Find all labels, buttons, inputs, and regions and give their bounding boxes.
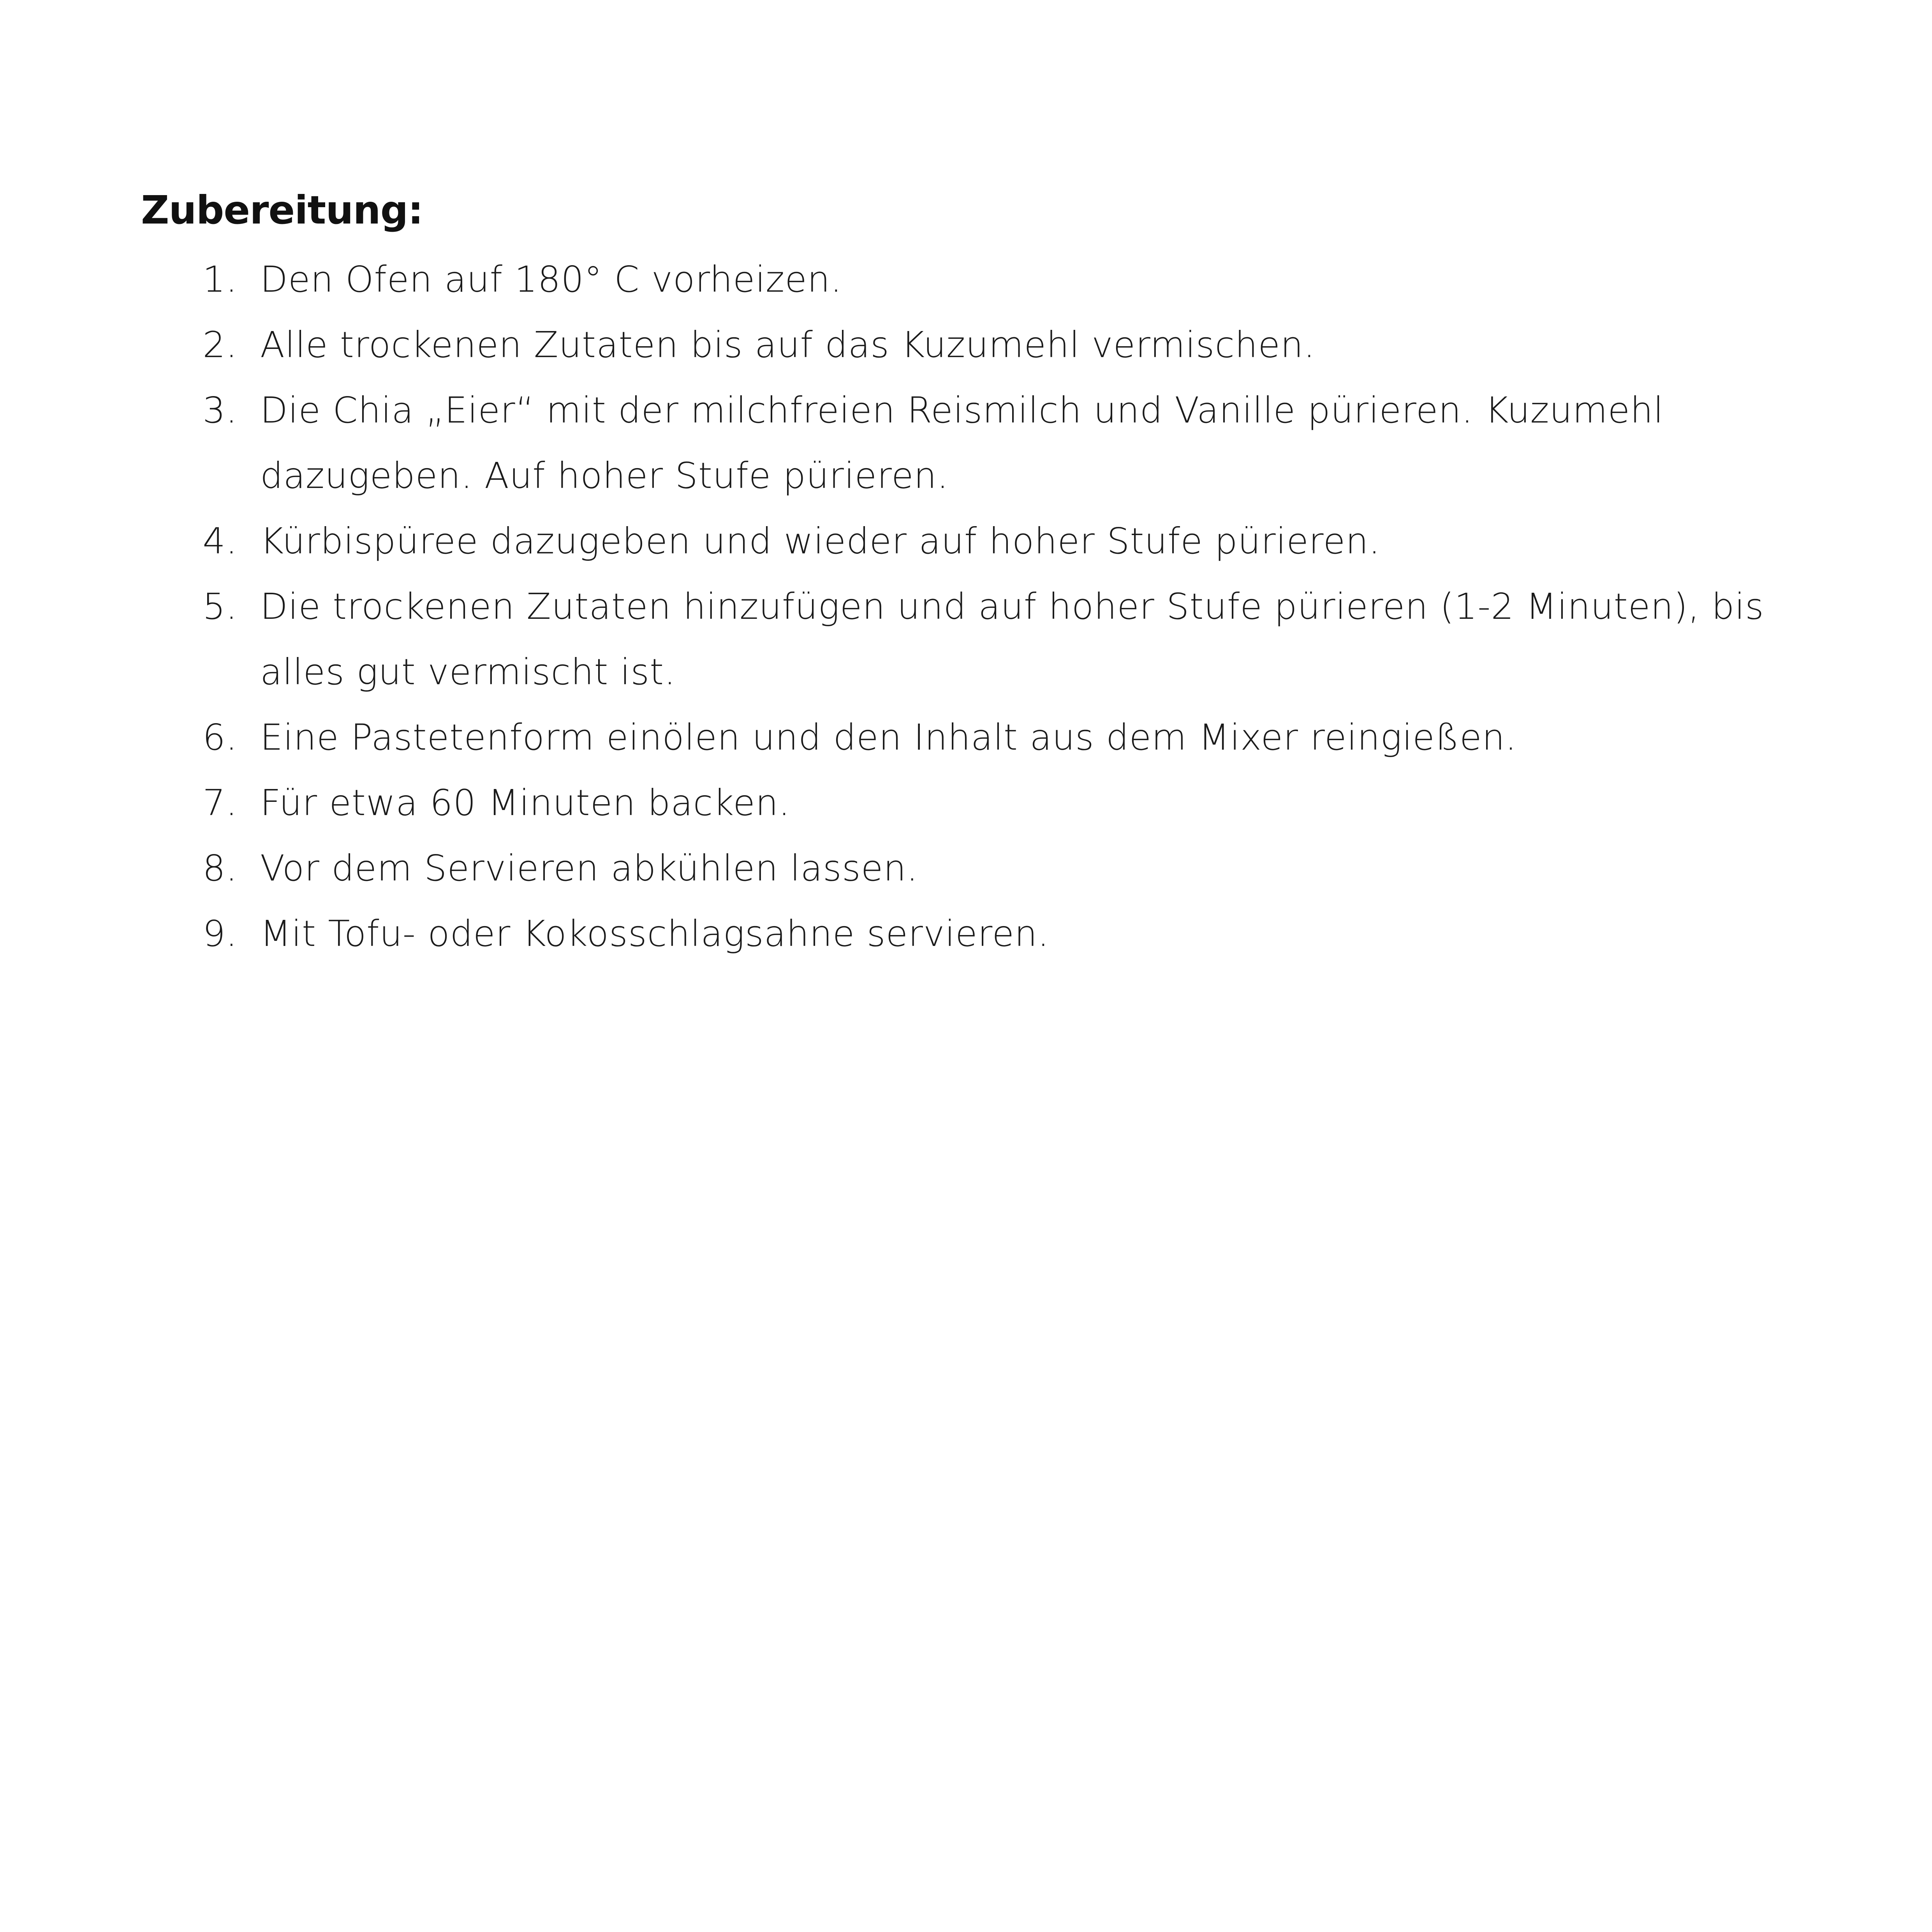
step-item bbox=[141, 836, 1816, 901]
step-text: Die Chia „Eier“ mit der milchfreien Reismilch und Vanille pürieren. Kuzumehl dazugeben. Auf hoher Stufe pürieren. bbox=[260, 389, 1664, 497]
step-number: 9. bbox=[203, 913, 238, 955]
step-text: Eine Pastetenform einölen und den Inhalt aus dem Mixer reingießen. bbox=[260, 717, 1517, 758]
step-number: 6. bbox=[203, 717, 238, 758]
step-item bbox=[141, 247, 1816, 312]
step-text: Kürbispüree dazugeben und wieder auf hoher Stufe pürieren. bbox=[260, 520, 1381, 562]
step-text: Den Ofen auf 180° C vorheizen. bbox=[260, 259, 842, 300]
step-text: Mit Tofu- oder Kokosschlagsahne servieren. bbox=[260, 913, 1050, 955]
step-text: Die trockenen Zutaten hinzufügen und auf hoher Stufe pürieren (1-2 Minuten), bis alles gut vermischt ist. bbox=[260, 586, 1764, 693]
step-number: 4. bbox=[203, 520, 238, 562]
step-number: 7. bbox=[203, 782, 238, 824]
preparation-section bbox=[141, 183, 1816, 967]
step-number: 3. bbox=[203, 389, 238, 431]
step-number: 2. bbox=[203, 324, 238, 366]
step-item bbox=[141, 509, 1816, 574]
steps-list bbox=[141, 247, 1816, 967]
step-number: 8. bbox=[203, 847, 238, 889]
step-item bbox=[141, 574, 1816, 705]
step-item bbox=[141, 378, 1816, 509]
step-text: Vor dem Servieren abkühlen lassen. bbox=[260, 847, 918, 889]
step-number: 1. bbox=[203, 259, 238, 300]
step-number: 5. bbox=[203, 586, 238, 627]
step-text: Alle trockenen Zutaten bis auf das Kuzumehl vermischen. bbox=[260, 324, 1316, 366]
step-item bbox=[141, 770, 1816, 836]
step-item bbox=[141, 312, 1816, 378]
step-item bbox=[141, 901, 1816, 967]
step-text: Für etwa 60 Minuten backen. bbox=[260, 782, 791, 824]
step-item bbox=[141, 705, 1816, 770]
section-heading: Zubereitung: bbox=[141, 187, 423, 233]
